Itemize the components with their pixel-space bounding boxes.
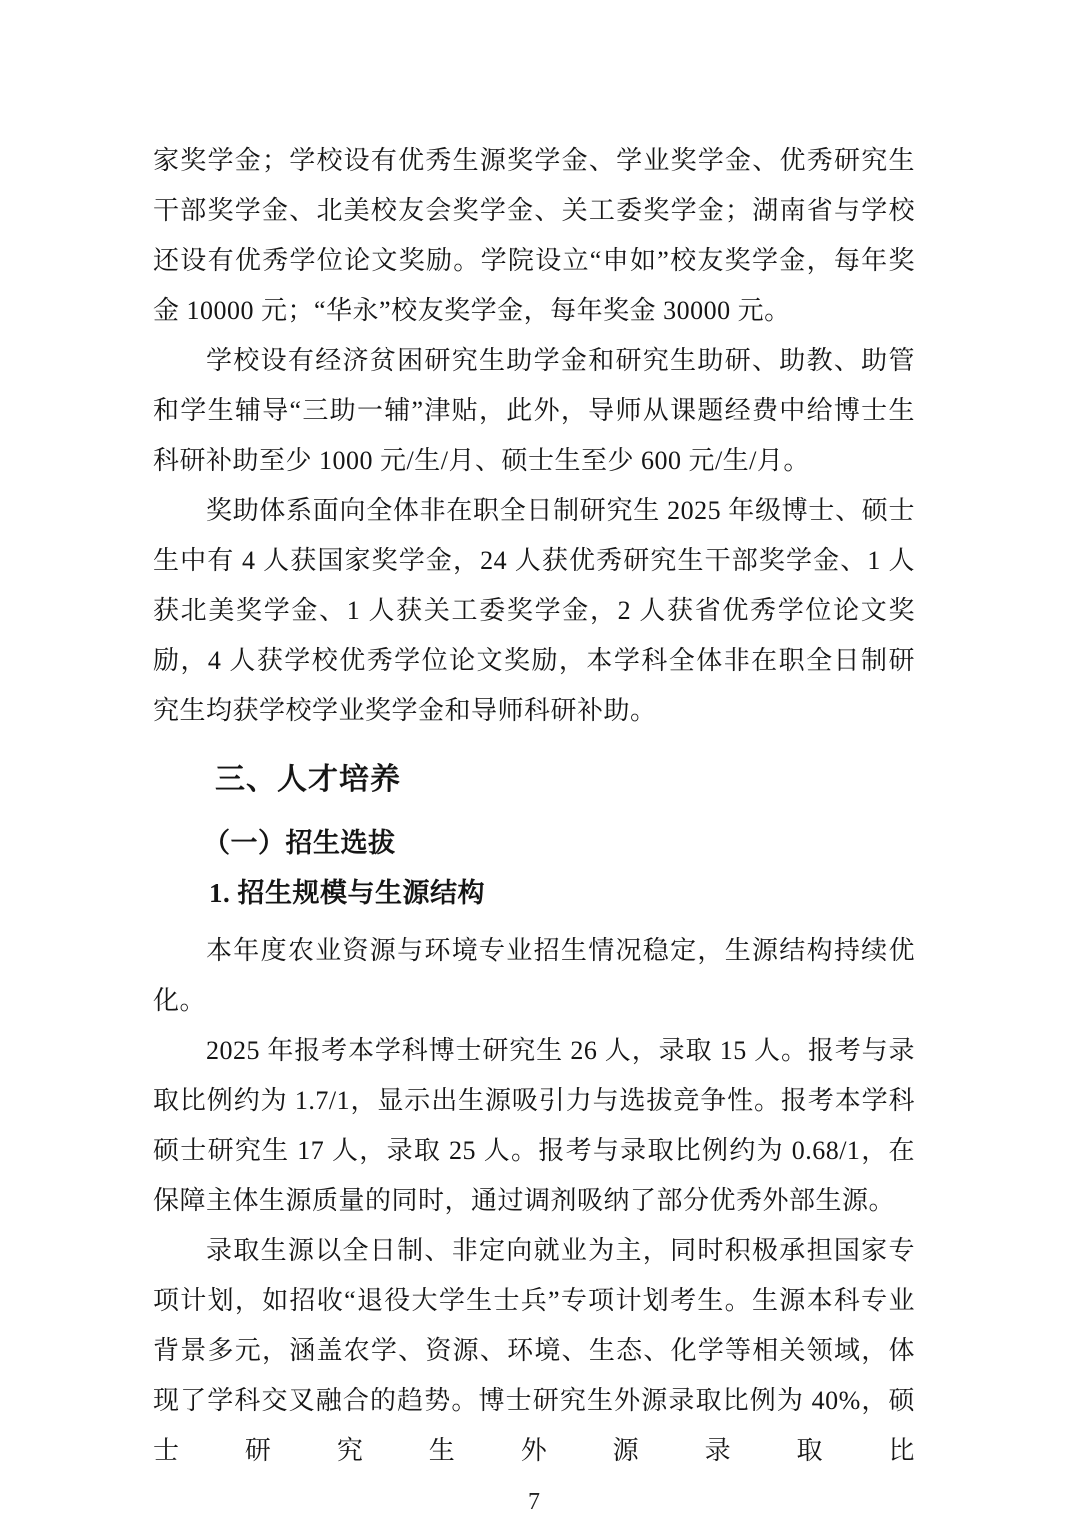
paragraph-enrollment-intro: 本年度农业资源与环境专业招生情况稳定，生源结构持续优化。 — [153, 936, 915, 1015]
paragraph-awards-summary: 奖助体系面向全体非在职全日制研究生 2025 年级博士、硕士生中有 4 人获国家奖学金，24 人获优秀研究生干部奖学金、1 人获北美奖学金、1 人获关工委奖学金，2 人获省优秀学位论文奖励，4 人获学校优秀学位论文奖励，本学科全体非在职全日制研究生均获学校学业奖学金和导师科研补助。 — [153, 496, 915, 725]
paragraph-scholarship-continuation: 家奖学金；学校设有优秀生源奖学金、学业奖学金、优秀研究生干部奖学金、北美校友会奖学金、关工委奖学金；湖南省与学校还设有优秀学位论文奖励。学院设立“申如”校友奖学金，每年奖金 10000 元；“华永”校友奖学金，每年奖金 30000 元。 — [153, 146, 915, 325]
paragraph-enrollment-statistics: 2025 年报考本学科博士研究生 26 人，录取 15 人。报考与录取比例约为 1.7/1，显示出生源吸引力与选拔竞争性。报考本学科硕士研究生 17 人，录取 25 人。报考与录取比例约为 0.68/1，在保障主体生源质量的同时，通过调剂吸纳了部分优秀外部生源。 — [153, 1036, 915, 1215]
paragraph-student-source: 录取生源以全日制、非定向就业为主，同时积极承担国家专项计划，如招收“退役大学生士兵”专项计划考生。生源本科专业背景多元，涵盖农学、资源、环境、生态、化学等相关领域，体现了学科交叉融合的趋势。博士研究生外源录取比例为 40%，硕士研究生外源录取比 — [153, 1236, 915, 1465]
paragraph-subsidy: 学校设有经济贫困研究生助学金和研究生助研、助教、助管和学生辅导“三助一辅”津贴，此外，导师从课题经费中给博士生科研补助至少 1000 元/生/月、硕士生至少 600 元/生/月。 — [153, 346, 915, 475]
heading-enrollment-scale: 1. 招生规模与生源结构 — [209, 878, 485, 908]
page-number: 7 — [528, 1489, 540, 1515]
heading-talent-cultivation: 三、人才培养 — [215, 763, 401, 796]
heading-admission-selection: （一）招生选拔 — [203, 828, 396, 858]
